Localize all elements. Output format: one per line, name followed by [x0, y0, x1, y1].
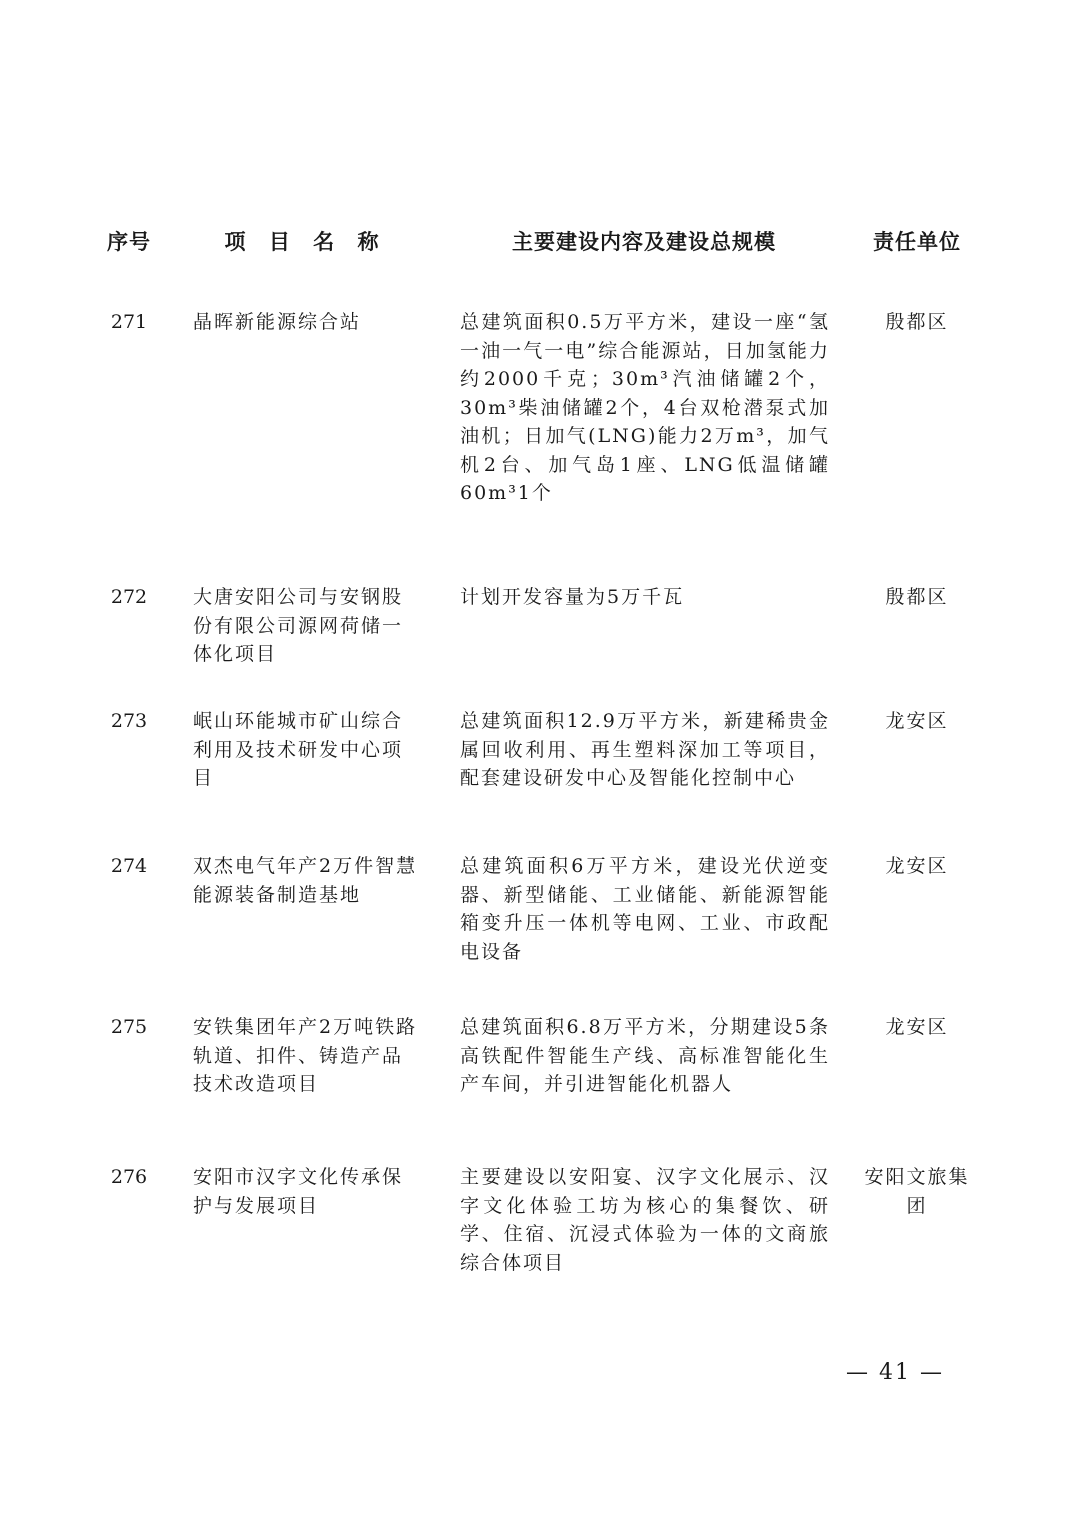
- row-seq: 276: [110, 1166, 148, 1188]
- row-seq: 275: [110, 1016, 148, 1038]
- row-responsible-unit: 殷都区: [885, 586, 949, 608]
- row-project-name: 晶晖新能源综合站: [193, 311, 362, 333]
- row-seq: 272: [110, 586, 148, 608]
- row-construction-content: 总建筑面积6万平方米，建设光伏逆变器、新型储能、工业储能、新能源智能箱变升压一体机等电网、工业、市政配电设备: [460, 855, 830, 963]
- header-responsible-unit: 责任单位: [873, 230, 961, 254]
- row-seq: 271: [110, 311, 148, 333]
- row-responsible-unit: 龙安区: [885, 1016, 949, 1038]
- page-number: — 41 —: [846, 1360, 944, 1385]
- row-construction-content: 总建筑面积6.8万平方米，分期建设5条高铁配件智能生产线、高标准智能化生产车间，并引进智能化机器人: [460, 1016, 830, 1095]
- row-construction-content: 总建筑面积12.9万平方米，新建稀贵金属回收利用、再生塑料深加工等项目，配套建设研发中心及智能化控制中心: [460, 710, 830, 789]
- row-construction-content: 总建筑面积0.5万平方米，建设一座“氢一油一气一电”综合能源站，日加氢能力约2000千克；30m³汽油储罐2个，30m³柴油储罐2个，4台双枪潜泵式加油机；日加气(LNG)能力2万m³，加气机2台、加气岛1座、LNG低温储罐60m³1个: [460, 311, 830, 504]
- row-project-name: 岷山环能城市矿山综合利用及技术研发中心项目: [193, 710, 404, 789]
- row-seq: 274: [110, 855, 148, 877]
- row-responsible-unit: 殷都区: [885, 311, 949, 333]
- row-project-name: 双杰电气年产2万件智慧能源装备制造基地: [193, 855, 418, 906]
- row-responsible-unit: 龙安区: [885, 855, 949, 877]
- header-construction-content: 主要建设内容及建设总规模: [512, 230, 776, 254]
- row-seq: 273: [110, 710, 148, 732]
- row-project-name: 大唐安阳公司与安钢股份有限公司源网荷储一体化项目: [193, 586, 404, 665]
- row-responsible-unit: 安阳文旅集团: [864, 1166, 970, 1217]
- row-project-name: 安阳市汉字文化传承保护与发展项目: [193, 1166, 404, 1217]
- row-construction-content: 主要建设以安阳宴、汉字文化展示、汉字文化体验工坊为核心的集餐饮、研学、住宿、沉浸式体验为一体的文商旅综合体项目: [460, 1166, 830, 1274]
- row-responsible-unit: 龙安区: [885, 710, 949, 732]
- row-project-name: 安铁集团年产2万吨铁路轨道、扣件、铸造产品技术改造项目: [193, 1016, 418, 1095]
- header-project-name: 项 目 名 称: [224, 230, 387, 254]
- header-seq: 序号: [107, 230, 151, 254]
- row-construction-content: 计划开发容量为5万千瓦: [460, 586, 685, 608]
